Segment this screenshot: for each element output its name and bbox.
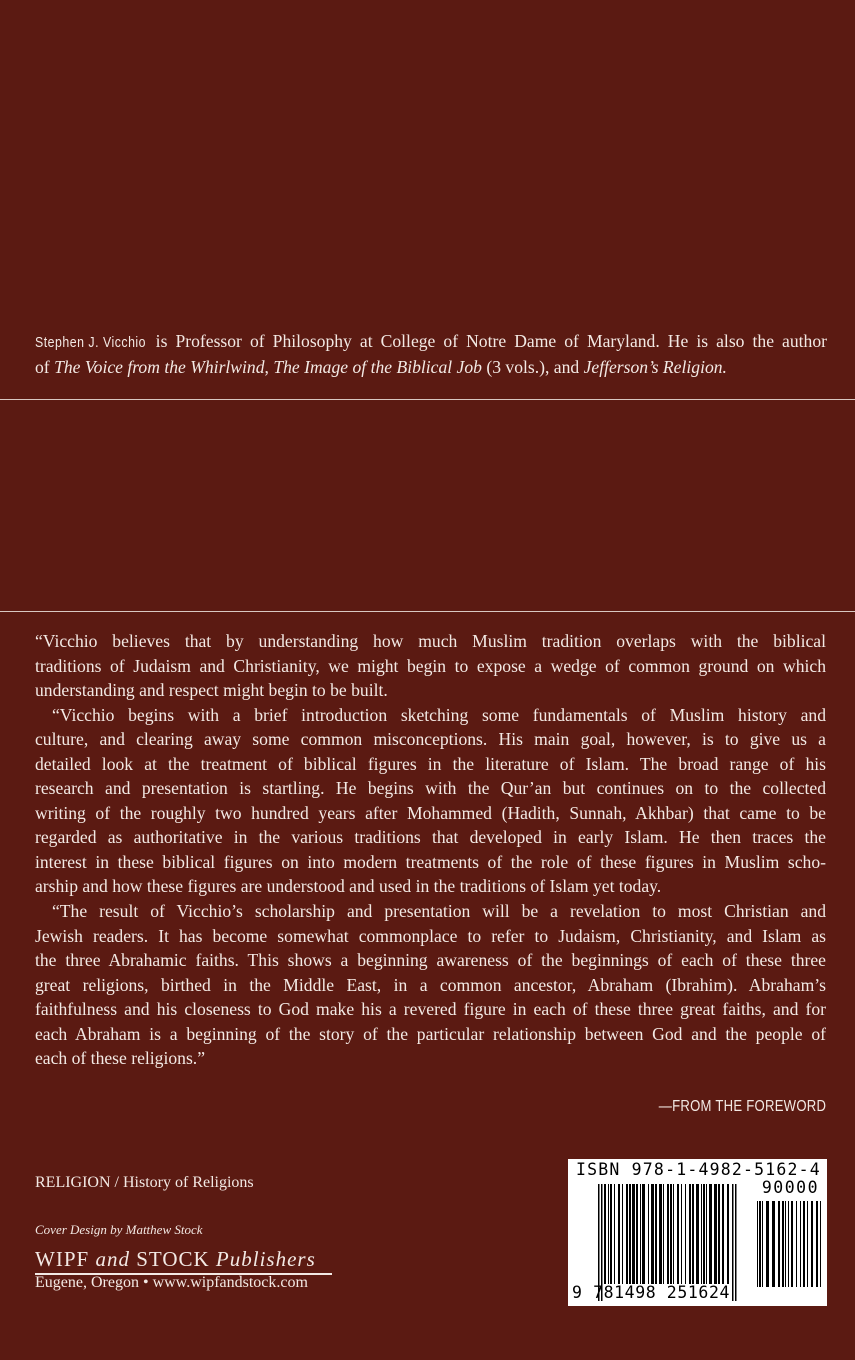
barcode-bar <box>689 1184 691 1284</box>
isbn-text: ISBN 978-1-4982-5162-4 <box>576 1160 821 1179</box>
book-title: Jefferson’s Religion. <box>583 357 727 377</box>
barcode-bar <box>785 1201 786 1287</box>
barcode-bar <box>667 1184 669 1284</box>
barcode-bar <box>610 1184 612 1284</box>
author-bio: Stephen J. Vicchio is Professor of Philosophy at College of Notre Dame of Maryland. He is also the author of The Voice from the Whirlwind, The Image of the Biblical Job (3 vols.), and Jefferson’s Religion. <box>35 331 827 377</box>
barcode-bar <box>714 1184 717 1284</box>
quote-line: understanding and respect might begin to be built. <box>35 680 388 701</box>
cover-design-credit: Cover Design by Matthew Stock <box>35 1222 203 1237</box>
barcode-bar <box>732 1184 734 1301</box>
barcode-bar <box>735 1184 737 1301</box>
barcode-bar <box>791 1201 793 1287</box>
barcode-bar <box>709 1184 712 1284</box>
price-code: 90000 <box>761 1178 819 1197</box>
barcode-bar <box>626 1184 628 1284</box>
barcode-bar <box>782 1201 784 1287</box>
quote-line: the three Abrahamic faiths. This shows a beginning awareness of the beginnings of each of these three <box>35 950 826 971</box>
quote-attribution: —FROM THE FOREWORD <box>658 1098 826 1115</box>
divider <box>0 399 855 400</box>
barcode-bar <box>614 1184 615 1284</box>
barcode-bar <box>673 1184 674 1284</box>
barcode-bar <box>701 1184 702 1284</box>
quote-line: arship and how these figures are understood and used in the traditions of Islam yet today. <box>35 876 662 897</box>
quote-line: research and presentation is startling. He begins with the Qur’an but continues on to the collected <box>35 778 826 799</box>
barcode-bar <box>718 1184 720 1284</box>
barcode-bar <box>636 1184 638 1284</box>
divider <box>0 611 855 612</box>
barcode-bar <box>803 1201 805 1287</box>
barcode-bar <box>681 1184 682 1284</box>
barcode-bar <box>663 1184 664 1284</box>
barcode-bar <box>648 1184 649 1284</box>
quote-line: traditions of Judaism and Christianity, we might begin to expose a wedge of common ground on which <box>35 655 826 676</box>
barcode-bar <box>820 1201 821 1287</box>
ean-digits: 9 781498 251624 <box>572 1283 731 1302</box>
publisher-logo: WIPF and STOCK Publishers <box>35 1247 332 1275</box>
barcode-bar <box>766 1201 769 1287</box>
barcode-bar <box>618 1184 620 1284</box>
barcode-bar <box>608 1184 609 1284</box>
quote-line: “Vicchio begins with a brief introduction sketching some fundamentals of Muslim history and <box>52 704 826 725</box>
barcode-bar <box>778 1201 780 1287</box>
barcode-bar <box>640 1184 641 1284</box>
barcode-bar <box>670 1184 672 1284</box>
barcode-bar <box>629 1184 631 1284</box>
barcode-bar <box>706 1184 707 1284</box>
barcode-bar <box>703 1184 705 1284</box>
quote-line: great religions, birthed in the Middle East, in a common ancestor, Abraham (Ibrahim). Abraham’s <box>35 974 826 995</box>
barcode-bar <box>796 1201 797 1287</box>
barcode-bar <box>604 1184 606 1284</box>
barcode-bar <box>772 1201 775 1287</box>
publisher-location: Eugene, Oregon • www.wipfandstock.com <box>35 1274 308 1291</box>
book-title: The Image of the Biblical Job <box>273 357 482 377</box>
barcode-bar <box>816 1201 818 1287</box>
author-name: Stephen J. Vicchio <box>35 335 147 351</box>
category-label: RELIGION / History of Religions <box>35 1174 254 1191</box>
barcode-bar <box>762 1201 763 1287</box>
barcode-bar <box>811 1201 813 1287</box>
barcode-bar <box>655 1184 657 1284</box>
quote-line: regarded as authoritative in the various traditions that developed in early Islam. He then traces the <box>35 827 826 848</box>
barcode-bar <box>642 1184 645 1284</box>
barcode-bar <box>692 1184 694 1284</box>
quote-line: each of these religions.” <box>35 1048 206 1069</box>
quote-line: “The result of Vicchio’s scholarship and presentation will be a revelation to most Christian and <box>52 901 826 922</box>
quote-line: faithfulness and his closeness to God make his a revered figure in each of these three great faiths, and for <box>35 999 826 1020</box>
barcode-bar <box>788 1201 789 1287</box>
quote-line: detailed look at the treatment of biblical figures in the literature of Islam. The broad range of his <box>35 753 826 774</box>
barcode-bar <box>651 1184 654 1284</box>
foreword-quote <box>35 629 826 1071</box>
barcode-bar <box>696 1184 699 1284</box>
barcode-bar <box>807 1201 808 1287</box>
quote-line: each Abraham is a beginning of the story of the particular relationship between God and the people of <box>35 1023 826 1044</box>
quote-line: Jewish readers. It has become somewhat commonplace to refer to Judaism, Christianity, and Islam as <box>35 925 826 946</box>
barcode-bar <box>632 1184 635 1284</box>
quote-line: writing of the roughly two hundred years after Mohammed (Hadith, Sunnah, Akhbar) that came to be <box>35 802 826 823</box>
barcode-bar <box>659 1184 662 1284</box>
barcode-bar <box>800 1201 801 1287</box>
barcode-bar <box>685 1184 686 1284</box>
barcode-bar <box>759 1201 761 1287</box>
quote-line: “Vicchio believes that by understanding how much Muslim tradition overlaps with the biblical <box>35 631 826 651</box>
barcode-bar <box>622 1184 623 1284</box>
isbn-barcode <box>568 1159 827 1306</box>
barcode-bar <box>757 1201 758 1287</box>
quote-line: interest in these biblical figures on into modern treatments of the role of these figures in Muslim scho- <box>35 851 826 872</box>
barcode-bar <box>722 1184 724 1284</box>
quote-line: culture, and clearing away some common misconceptions. His main goal, however, is to give us a <box>35 729 826 750</box>
book-title: The Voice from the Whirlwind <box>54 357 265 377</box>
barcode-bar <box>727 1184 729 1284</box>
barcode-bar <box>677 1184 679 1284</box>
